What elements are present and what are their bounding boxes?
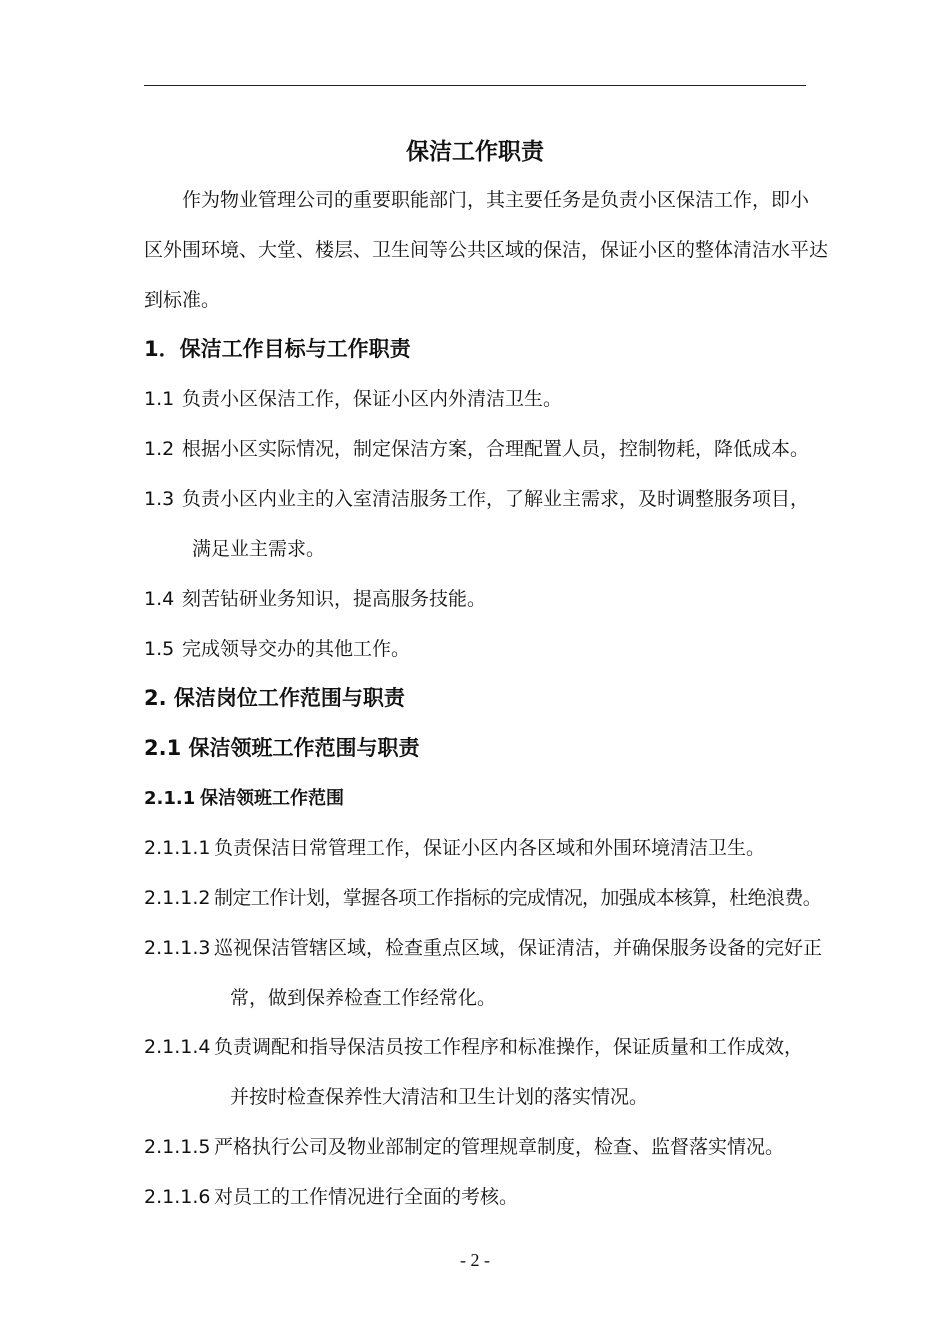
- list-item: [144, 386, 562, 412]
- item-number: 1.5: [144, 638, 175, 660]
- item-number: 1.2: [144, 438, 175, 460]
- list-item: [144, 436, 809, 462]
- item-text: 负责小区保洁工作，保证小区内外清洁卫生。: [182, 388, 563, 410]
- list-item: [144, 835, 765, 861]
- item-number: 2.1.1.6: [144, 1186, 211, 1208]
- item-continuation: 常，做到保养检查工作经常化。: [230, 987, 497, 1009]
- item-number: 2.1.1.3: [144, 937, 211, 959]
- page-title: 保洁工作职责: [406, 139, 544, 165]
- list-item: [144, 636, 410, 662]
- list-item: [144, 586, 486, 612]
- intro-line-1: 作为物业管理公司的重要职能部门，其主要任务是负责小区保洁工作，即小: [182, 189, 810, 211]
- intro-line-3: 到标准。: [144, 289, 221, 311]
- item-number: 2.1.1.5: [144, 1136, 211, 1158]
- header-rule: [144, 85, 806, 86]
- section-2-1-heading: 2.1 保洁领班工作范围与职责: [144, 736, 420, 760]
- item-number: 2.1.1.2: [144, 887, 211, 909]
- item-number: 1.3: [144, 488, 175, 510]
- item-text: 刻苦钻研业务知识，提高服务技能。: [182, 588, 487, 610]
- item-number: 1.4: [144, 588, 175, 610]
- heading-text: 保洁领班工作范围: [200, 788, 344, 809]
- item-number: 2.1.1.1: [144, 837, 211, 859]
- item-text: 负责小区内业主的入室清洁服务工作，了解业主需求，及时调整服务项目，: [182, 488, 810, 510]
- item-continuation: 并按时检查保养性大清洁和卫生计划的落实情况。: [230, 1086, 649, 1108]
- item-text: 负责调配和指导保洁员按工作程序和标准操作，保证质量和工作成效，: [214, 1036, 804, 1058]
- list-item: [144, 935, 822, 961]
- list-item: [144, 885, 821, 911]
- list-item: [144, 1034, 803, 1060]
- item-text: 完成领导交办的其他工作。: [182, 638, 411, 660]
- item-text: 严格执行公司及物业部制定的管理规章制度，检查、监督落实情况。: [214, 1136, 785, 1158]
- item-text: 巡视保洁管辖区域，检查重点区域，保证清洁，并确保服务设备的完好正: [214, 937, 823, 959]
- item-text: 制定工作计划，掌握各项工作指标的完成情况，加强成本核算，杜绝浪费。: [214, 887, 822, 909]
- list-item: [144, 1184, 518, 1210]
- intro-line-2: 区外围环境、大堂、楼层、卫生间等公共区域的保洁，保证小区的整体清洁水平达: [144, 239, 829, 261]
- section-1-heading: 1．保洁工作目标与工作职责: [144, 337, 411, 361]
- list-item: [144, 1134, 784, 1160]
- page-number: - 2 -: [460, 1250, 490, 1270]
- item-text: 根据小区实际情况，制定保洁方案，合理配置人员，控制物耗，降低成本。: [182, 438, 810, 460]
- section-2-1-1-heading: [144, 786, 344, 812]
- item-text: 对员工的工作情况进行全面的考核。: [214, 1186, 519, 1208]
- item-text: 负责保洁日常管理工作，保证小区内各区域和外围环境清洁卫生。: [214, 837, 766, 859]
- item-number: 2.1.1.4: [144, 1036, 211, 1058]
- section-2-heading: 2. 保洁岗位工作范围与职责: [144, 686, 405, 710]
- item-number: 1.1: [144, 388, 175, 410]
- heading-number: 2.1.1: [144, 788, 196, 809]
- list-item: [144, 486, 809, 512]
- item-continuation: 满足业主需求。: [192, 538, 326, 560]
